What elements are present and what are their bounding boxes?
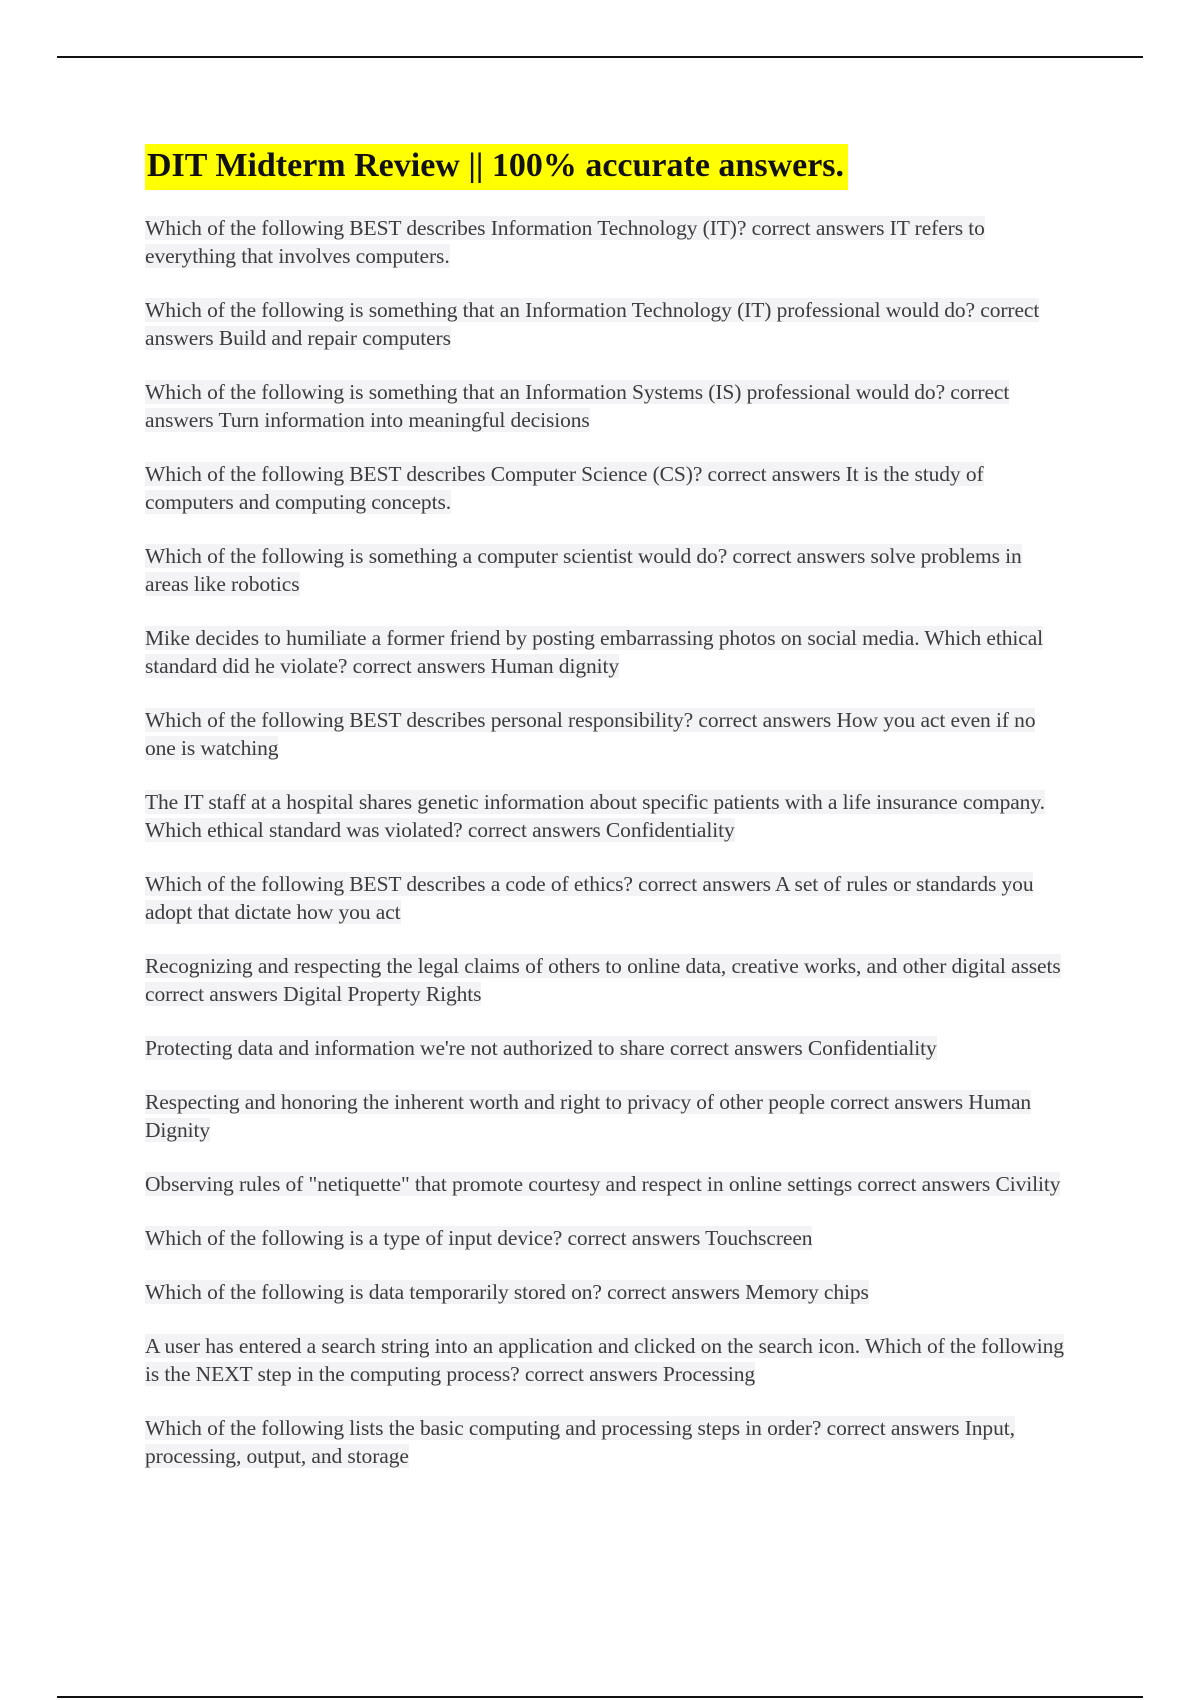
qa-item: Which of the following is something that an Information Technology (IT) professional would do? correct answers Build and repair computers [145,298,1040,350]
qa-item: Protecting data and information we're not authorized to share correct answers Confidentiality [145,1036,937,1060]
qa-item: Observing rules of "netiquette" that promote courtesy and respect in online settings correct answers Civility [145,1172,1061,1196]
qa-item: Which of the following BEST describes personal responsibility? correct answers How you act even if no one is watching [145,708,1036,760]
qa-item: A user has entered a search string into an application and clicked on the search icon. Which of the following is the NEXT step in the computing process? correct answers Processing [145,1334,1064,1386]
document-body [145,144,1065,1496]
qa-item: Which of the following BEST describes Computer Science (CS)? correct answers It is the study of computers and computing concepts. [145,462,984,514]
qa-item: Which of the following BEST describes Information Technology (IT)? correct answers IT refers to everything that involves computers. [145,216,985,268]
qa-item: Which of the following lists the basic computing and processing steps in order? correct answers Input, processing, output, and storage [145,1416,1015,1468]
qa-item: Which of the following BEST describes a code of ethics? correct answers A set of rules or standards you adopt that dictate how you act [145,872,1034,924]
qa-item: Which of the following is something that an Information Systems (IS) professional would do? correct answers Turn information into meaningful decisions [145,380,1010,432]
qa-list [145,214,1065,1470]
document-title: DIT Midterm Review || 100% accurate answers. [145,144,848,190]
qa-item: Respecting and honoring the inherent worth and right to privacy of other people correct answers Human Dignity [145,1090,1032,1142]
qa-item: Which of the following is data temporarily stored on? correct answers Memory chips [145,1280,869,1304]
qa-item: The IT staff at a hospital shares genetic information about specific patients with a life insurance company. Which ethical standard was violated? correct answers Confidentiality [145,790,1045,842]
bottom-rule [57,1696,1143,1698]
qa-item: Which of the following is something a computer scientist would do? correct answers solve problems in areas like robotics [145,544,1022,596]
qa-item: Recognizing and respecting the legal claims of others to online data, creative works, and other digital assets correct answers Digital Property Rights [145,954,1061,1006]
top-rule [57,56,1143,58]
qa-item: Which of the following is a type of input device? correct answers Touchscreen [145,1226,813,1250]
qa-item: Mike decides to humiliate a former friend by posting embarrassing photos on social media. Which ethical standard did he violate? correct answers Human dignity [145,626,1044,678]
